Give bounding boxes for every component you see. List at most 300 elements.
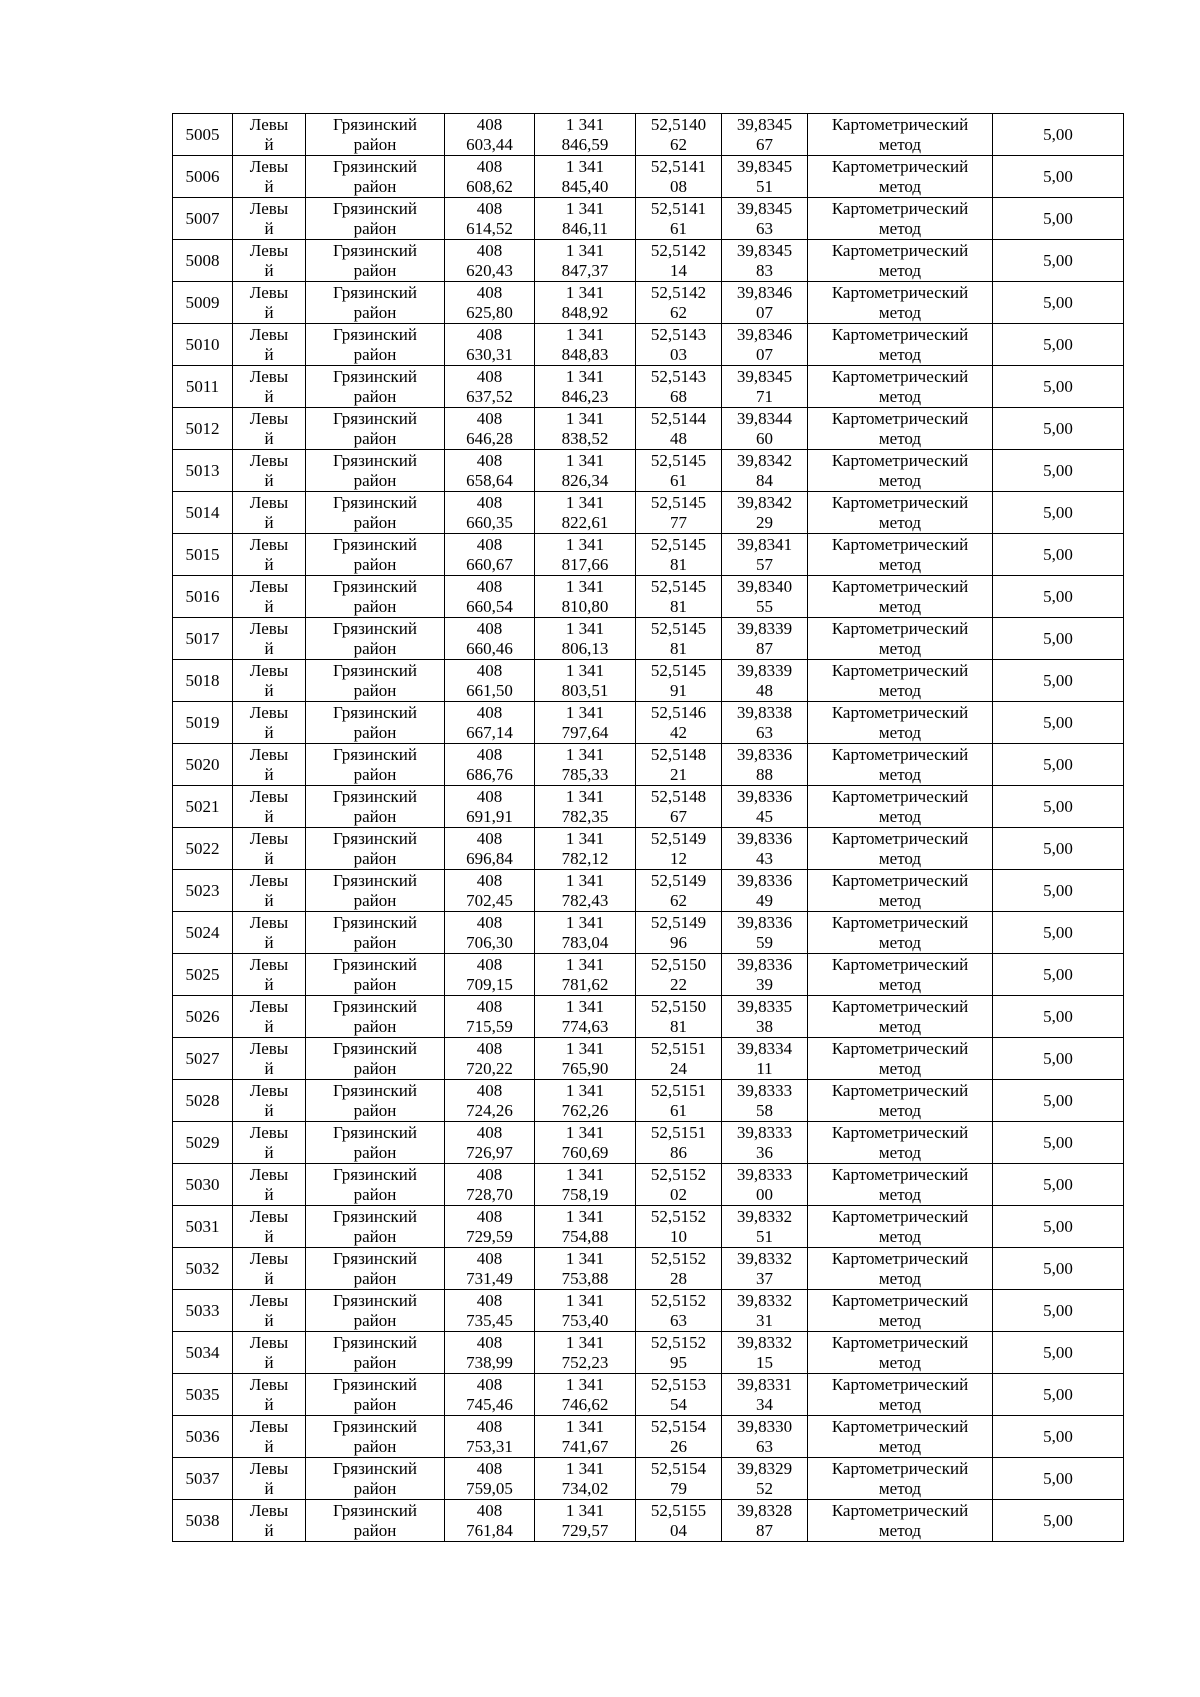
district-cell: Грязинский район [306,324,445,366]
method-cell: Картометрический метод [808,744,993,786]
longitude-cell: 39,8346 07 [722,282,808,324]
x-coordinate-cell: 408 735,45 [445,1290,535,1332]
latitude-cell: 52,5146 42 [636,702,722,744]
longitude-cell: 39,8345 63 [722,198,808,240]
x-coordinate-cell: 408 660,67 [445,534,535,576]
method-cell: Картометрический метод [808,618,993,660]
method-cell: Картометрический метод [808,114,993,156]
district-cell: Грязинский район [306,576,445,618]
method-cell: Картометрический метод [808,702,993,744]
y-coordinate-cell: 1 341 741,67 [535,1416,636,1458]
x-coordinate-cell: 408 729,59 [445,1206,535,1248]
point-number-cell: 5007 [173,198,233,240]
table-row [173,156,1124,198]
table-row [173,240,1124,282]
y-coordinate-cell: 1 341 752,23 [535,1332,636,1374]
point-number-cell: 5018 [173,660,233,702]
side-cell: Левы й [233,198,306,240]
method-cell: Картометрический метод [808,912,993,954]
longitude-cell: 39,8346 07 [722,324,808,366]
point-number-cell: 5005 [173,114,233,156]
district-cell: Грязинский район [306,1080,445,1122]
x-coordinate-cell: 408 715,59 [445,996,535,1038]
accuracy-cell: 5,00 [993,114,1124,156]
x-coordinate-cell: 408 720,22 [445,1038,535,1080]
side-cell: Левы й [233,828,306,870]
y-coordinate-cell: 1 341 781,62 [535,954,636,996]
district-cell: Грязинский район [306,114,445,156]
district-cell: Грязинский район [306,870,445,912]
side-cell: Левы й [233,1416,306,1458]
x-coordinate-cell: 408 660,54 [445,576,535,618]
point-number-cell: 5022 [173,828,233,870]
side-cell: Левы й [233,240,306,282]
x-coordinate-cell: 408 691,91 [445,786,535,828]
side-cell: Левы й [233,324,306,366]
latitude-cell: 52,5151 61 [636,1080,722,1122]
side-cell: Левы й [233,1332,306,1374]
table-row [173,1416,1124,1458]
district-cell: Грязинский район [306,282,445,324]
accuracy-cell: 5,00 [993,1248,1124,1290]
longitude-cell: 39,8336 59 [722,912,808,954]
longitude-cell: 39,8336 39 [722,954,808,996]
x-coordinate-cell: 408 608,62 [445,156,535,198]
longitude-cell: 39,8332 15 [722,1332,808,1374]
table-row [173,1206,1124,1248]
method-cell: Картометрический метод [808,1080,993,1122]
side-cell: Левы й [233,1248,306,1290]
table-row [173,702,1124,744]
x-coordinate-cell: 408 625,80 [445,282,535,324]
method-cell: Картометрический метод [808,954,993,996]
table-row [173,660,1124,702]
table-row [173,408,1124,450]
method-cell: Картометрический метод [808,1500,993,1542]
coordinates-table [172,113,1124,1542]
table-row [173,282,1124,324]
table-row [173,1122,1124,1164]
accuracy-cell: 5,00 [993,744,1124,786]
longitude-cell: 39,8332 37 [722,1248,808,1290]
point-number-cell: 5013 [173,450,233,492]
district-cell: Грязинский район [306,156,445,198]
longitude-cell: 39,8345 71 [722,366,808,408]
point-number-cell: 5033 [173,1290,233,1332]
table-row [173,1248,1124,1290]
table-row [173,114,1124,156]
accuracy-cell: 5,00 [993,1416,1124,1458]
accuracy-cell: 5,00 [993,408,1124,450]
accuracy-cell: 5,00 [993,660,1124,702]
table-row [173,1290,1124,1332]
method-cell: Картометрический метод [808,282,993,324]
longitude-cell: 39,8344 60 [722,408,808,450]
district-cell: Грязинский район [306,1164,445,1206]
latitude-cell: 52,5150 81 [636,996,722,1038]
district-cell: Грязинский район [306,534,445,576]
accuracy-cell: 5,00 [993,954,1124,996]
district-cell: Грязинский район [306,1500,445,1542]
y-coordinate-cell: 1 341 838,52 [535,408,636,450]
y-coordinate-cell: 1 341 822,61 [535,492,636,534]
method-cell: Картометрический метод [808,156,993,198]
accuracy-cell: 5,00 [993,450,1124,492]
method-cell: Картометрический метод [808,1290,993,1332]
side-cell: Левы й [233,660,306,702]
accuracy-cell: 5,00 [993,618,1124,660]
x-coordinate-cell: 408 637,52 [445,366,535,408]
district-cell: Грязинский район [306,1374,445,1416]
longitude-cell: 39,8342 84 [722,450,808,492]
table-row [173,1164,1124,1206]
district-cell: Грязинский район [306,1038,445,1080]
y-coordinate-cell: 1 341 753,40 [535,1290,636,1332]
latitude-cell: 52,5151 24 [636,1038,722,1080]
x-coordinate-cell: 408 667,14 [445,702,535,744]
district-cell: Грязинский район [306,786,445,828]
method-cell: Картометрический метод [808,1038,993,1080]
latitude-cell: 52,5145 81 [636,618,722,660]
accuracy-cell: 5,00 [993,576,1124,618]
longitude-cell: 39,8332 31 [722,1290,808,1332]
latitude-cell: 52,5145 81 [636,534,722,576]
method-cell: Картометрический метод [808,240,993,282]
table-row [173,618,1124,660]
y-coordinate-cell: 1 341 774,63 [535,996,636,1038]
x-coordinate-cell: 408 620,43 [445,240,535,282]
y-coordinate-cell: 1 341 826,34 [535,450,636,492]
method-cell: Картометрический метод [808,1248,993,1290]
table-row [173,1038,1124,1080]
latitude-cell: 52,5154 26 [636,1416,722,1458]
district-cell: Грязинский район [306,618,445,660]
district-cell: Грязинский район [306,240,445,282]
longitude-cell: 39,8345 67 [722,114,808,156]
x-coordinate-cell: 408 726,97 [445,1122,535,1164]
table-row [173,366,1124,408]
longitude-cell: 39,8336 45 [722,786,808,828]
method-cell: Картометрический метод [808,198,993,240]
side-cell: Левы й [233,156,306,198]
y-coordinate-cell: 1 341 848,92 [535,282,636,324]
table-row [173,828,1124,870]
side-cell: Левы й [233,618,306,660]
y-coordinate-cell: 1 341 782,12 [535,828,636,870]
method-cell: Картометрический метод [808,534,993,576]
point-number-cell: 5037 [173,1458,233,1500]
accuracy-cell: 5,00 [993,366,1124,408]
latitude-cell: 52,5154 79 [636,1458,722,1500]
district-cell: Грязинский район [306,1290,445,1332]
y-coordinate-cell: 1 341 806,13 [535,618,636,660]
point-number-cell: 5012 [173,408,233,450]
latitude-cell: 52,5152 02 [636,1164,722,1206]
side-cell: Левы й [233,366,306,408]
district-cell: Грязинский район [306,1458,445,1500]
x-coordinate-cell: 408 614,52 [445,198,535,240]
district-cell: Грязинский район [306,912,445,954]
side-cell: Левы й [233,1080,306,1122]
point-number-cell: 5030 [173,1164,233,1206]
point-number-cell: 5020 [173,744,233,786]
point-number-cell: 5024 [173,912,233,954]
y-coordinate-cell: 1 341 746,62 [535,1374,636,1416]
latitude-cell: 52,5152 28 [636,1248,722,1290]
method-cell: Картометрический метод [808,1332,993,1374]
method-cell: Картометрический метод [808,1374,993,1416]
point-number-cell: 5027 [173,1038,233,1080]
point-number-cell: 5028 [173,1080,233,1122]
side-cell: Левы й [233,1290,306,1332]
longitude-cell: 39,8328 87 [722,1500,808,1542]
x-coordinate-cell: 408 706,30 [445,912,535,954]
y-coordinate-cell: 1 341 734,02 [535,1458,636,1500]
accuracy-cell: 5,00 [993,828,1124,870]
longitude-cell: 39,8339 48 [722,660,808,702]
point-number-cell: 5009 [173,282,233,324]
x-coordinate-cell: 408 702,45 [445,870,535,912]
point-number-cell: 5025 [173,954,233,996]
district-cell: Грязинский район [306,828,445,870]
accuracy-cell: 5,00 [993,912,1124,954]
table-row [173,744,1124,786]
latitude-cell: 52,5148 21 [636,744,722,786]
y-coordinate-cell: 1 341 785,33 [535,744,636,786]
latitude-cell: 52,5145 81 [636,576,722,618]
point-number-cell: 5010 [173,324,233,366]
table-row [173,1500,1124,1542]
point-number-cell: 5015 [173,534,233,576]
district-cell: Грязинский район [306,702,445,744]
table-row [173,870,1124,912]
longitude-cell: 39,8336 49 [722,870,808,912]
x-coordinate-cell: 408 738,99 [445,1332,535,1374]
district-cell: Грязинский район [306,744,445,786]
latitude-cell: 52,5149 12 [636,828,722,870]
longitude-cell: 39,8332 51 [722,1206,808,1248]
y-coordinate-cell: 1 341 810,80 [535,576,636,618]
district-cell: Грязинский район [306,996,445,1038]
method-cell: Картометрический метод [808,786,993,828]
side-cell: Левы й [233,870,306,912]
x-coordinate-cell: 408 660,35 [445,492,535,534]
y-coordinate-cell: 1 341 762,26 [535,1080,636,1122]
table-row [173,954,1124,996]
point-number-cell: 5035 [173,1374,233,1416]
longitude-cell: 39,8331 34 [722,1374,808,1416]
x-coordinate-cell: 408 709,15 [445,954,535,996]
point-number-cell: 5023 [173,870,233,912]
longitude-cell: 39,8339 87 [722,618,808,660]
side-cell: Левы й [233,408,306,450]
y-coordinate-cell: 1 341 729,57 [535,1500,636,1542]
side-cell: Левы й [233,1458,306,1500]
x-coordinate-cell: 408 661,50 [445,660,535,702]
method-cell: Картометрический метод [808,324,993,366]
point-number-cell: 5029 [173,1122,233,1164]
y-coordinate-cell: 1 341 753,88 [535,1248,636,1290]
district-cell: Грязинский район [306,408,445,450]
side-cell: Левы й [233,744,306,786]
method-cell: Картометрический метод [808,366,993,408]
latitude-cell: 52,5141 61 [636,198,722,240]
latitude-cell: 52,5149 96 [636,912,722,954]
accuracy-cell: 5,00 [993,1374,1124,1416]
accuracy-cell: 5,00 [993,1206,1124,1248]
x-coordinate-cell: 408 603,44 [445,114,535,156]
y-coordinate-cell: 1 341 847,37 [535,240,636,282]
x-coordinate-cell: 408 728,70 [445,1164,535,1206]
y-coordinate-cell: 1 341 760,69 [535,1122,636,1164]
point-number-cell: 5034 [173,1332,233,1374]
latitude-cell: 52,5141 08 [636,156,722,198]
y-coordinate-cell: 1 341 817,66 [535,534,636,576]
point-number-cell: 5006 [173,156,233,198]
x-coordinate-cell: 408 761,84 [445,1500,535,1542]
side-cell: Левы й [233,786,306,828]
accuracy-cell: 5,00 [993,1458,1124,1500]
district-cell: Грязинский район [306,1416,445,1458]
table-row [173,786,1124,828]
latitude-cell: 52,5143 03 [636,324,722,366]
method-cell: Картометрический метод [808,1164,993,1206]
district-cell: Грязинский район [306,1206,445,1248]
latitude-cell: 52,5152 95 [636,1332,722,1374]
longitude-cell: 39,8340 55 [722,576,808,618]
accuracy-cell: 5,00 [993,1038,1124,1080]
side-cell: Левы й [233,1500,306,1542]
side-cell: Левы й [233,1374,306,1416]
side-cell: Левы й [233,996,306,1038]
method-cell: Картометрический метод [808,450,993,492]
longitude-cell: 39,8338 63 [722,702,808,744]
latitude-cell: 52,5152 10 [636,1206,722,1248]
longitude-cell: 39,8330 63 [722,1416,808,1458]
y-coordinate-cell: 1 341 846,23 [535,366,636,408]
method-cell: Картометрический метод [808,996,993,1038]
point-number-cell: 5011 [173,366,233,408]
table-row [173,324,1124,366]
longitude-cell: 39,8336 43 [722,828,808,870]
point-number-cell: 5038 [173,1500,233,1542]
latitude-cell: 52,5150 22 [636,954,722,996]
point-number-cell: 5008 [173,240,233,282]
district-cell: Грязинский район [306,1248,445,1290]
point-number-cell: 5017 [173,618,233,660]
point-number-cell: 5036 [173,1416,233,1458]
longitude-cell: 39,8342 29 [722,492,808,534]
longitude-cell: 39,8345 83 [722,240,808,282]
accuracy-cell: 5,00 [993,1332,1124,1374]
table-row [173,912,1124,954]
district-cell: Грязинский район [306,660,445,702]
latitude-cell: 52,5145 61 [636,450,722,492]
side-cell: Левы й [233,702,306,744]
latitude-cell: 52,5149 62 [636,870,722,912]
longitude-cell: 39,8335 38 [722,996,808,1038]
method-cell: Картометрический метод [808,870,993,912]
point-number-cell: 5031 [173,1206,233,1248]
accuracy-cell: 5,00 [993,492,1124,534]
accuracy-cell: 5,00 [993,240,1124,282]
y-coordinate-cell: 1 341 754,88 [535,1206,636,1248]
y-coordinate-cell: 1 341 783,04 [535,912,636,954]
method-cell: Картометрический метод [808,576,993,618]
y-coordinate-cell: 1 341 782,43 [535,870,636,912]
longitude-cell: 39,8333 00 [722,1164,808,1206]
longitude-cell: 39,8341 57 [722,534,808,576]
side-cell: Левы й [233,1164,306,1206]
longitude-cell: 39,8333 58 [722,1080,808,1122]
method-cell: Картометрический метод [808,1416,993,1458]
point-number-cell: 5016 [173,576,233,618]
y-coordinate-cell: 1 341 846,11 [535,198,636,240]
side-cell: Левы й [233,1206,306,1248]
x-coordinate-cell: 408 753,31 [445,1416,535,1458]
x-coordinate-cell: 408 658,64 [445,450,535,492]
table-row [173,450,1124,492]
latitude-cell: 52,5144 48 [636,408,722,450]
point-number-cell: 5032 [173,1248,233,1290]
accuracy-cell: 5,00 [993,198,1124,240]
x-coordinate-cell: 408 745,46 [445,1374,535,1416]
x-coordinate-cell: 408 696,84 [445,828,535,870]
x-coordinate-cell: 408 646,28 [445,408,535,450]
district-cell: Грязинский район [306,492,445,534]
table-row [173,492,1124,534]
side-cell: Левы й [233,450,306,492]
point-number-cell: 5021 [173,786,233,828]
x-coordinate-cell: 408 731,49 [445,1248,535,1290]
accuracy-cell: 5,00 [993,1164,1124,1206]
y-coordinate-cell: 1 341 846,59 [535,114,636,156]
longitude-cell: 39,8345 51 [722,156,808,198]
latitude-cell: 52,5142 14 [636,240,722,282]
y-coordinate-cell: 1 341 803,51 [535,660,636,702]
side-cell: Левы й [233,282,306,324]
longitude-cell: 39,8334 11 [722,1038,808,1080]
y-coordinate-cell: 1 341 797,64 [535,702,636,744]
x-coordinate-cell: 408 630,31 [445,324,535,366]
table-row [173,1374,1124,1416]
longitude-cell: 39,8336 88 [722,744,808,786]
accuracy-cell: 5,00 [993,996,1124,1038]
x-coordinate-cell: 408 686,76 [445,744,535,786]
accuracy-cell: 5,00 [993,534,1124,576]
latitude-cell: 52,5142 62 [636,282,722,324]
table-row [173,1080,1124,1122]
side-cell: Левы й [233,1038,306,1080]
district-cell: Грязинский район [306,366,445,408]
method-cell: Картометрический метод [808,660,993,702]
latitude-cell: 52,5145 91 [636,660,722,702]
longitude-cell: 39,8333 36 [722,1122,808,1164]
district-cell: Грязинский район [306,1332,445,1374]
accuracy-cell: 5,00 [993,870,1124,912]
y-coordinate-cell: 1 341 845,40 [535,156,636,198]
latitude-cell: 52,5151 86 [636,1122,722,1164]
point-number-cell: 5026 [173,996,233,1038]
latitude-cell: 52,5140 62 [636,114,722,156]
latitude-cell: 52,5153 54 [636,1374,722,1416]
y-coordinate-cell: 1 341 765,90 [535,1038,636,1080]
table-row [173,198,1124,240]
accuracy-cell: 5,00 [993,324,1124,366]
side-cell: Левы й [233,534,306,576]
latitude-cell: 52,5145 77 [636,492,722,534]
latitude-cell: 52,5152 63 [636,1290,722,1332]
